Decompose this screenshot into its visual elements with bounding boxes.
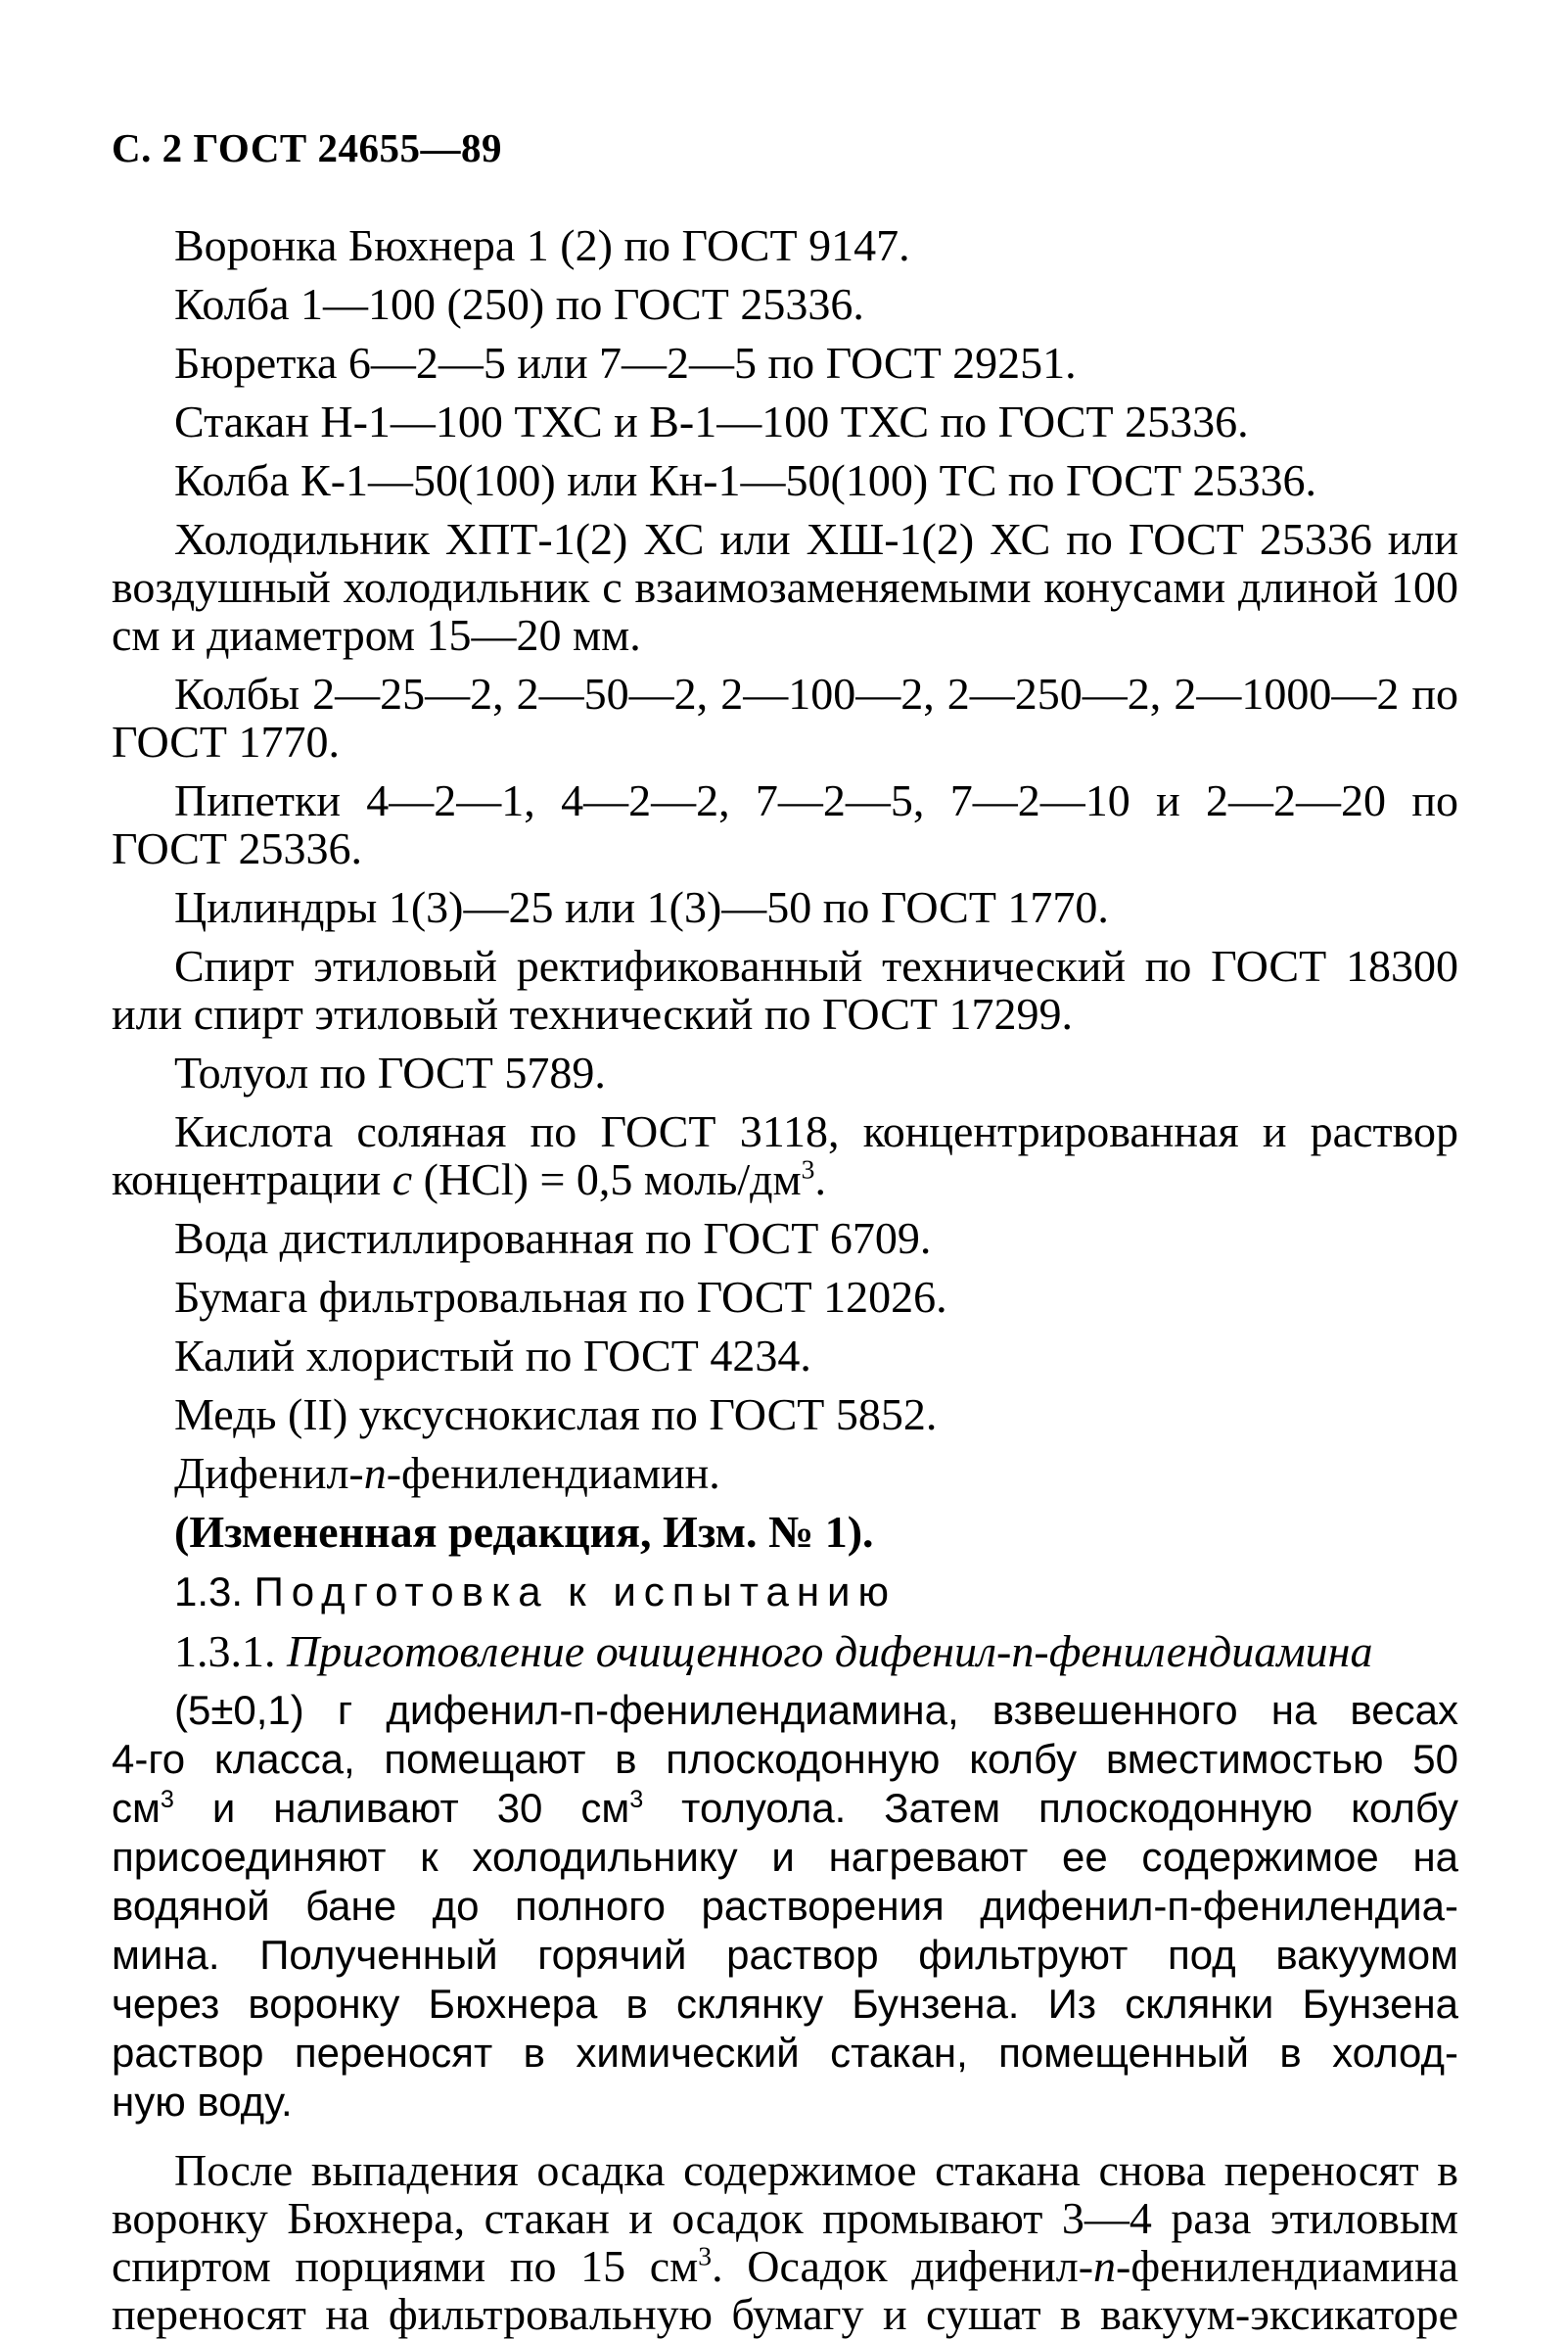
cylinders-line: Цилиндры 1(3)—25 или 1(3)—50 по ГОСТ 1770. (174, 882, 1109, 932)
acid-end: . (814, 1154, 826, 1204)
para2-line: После выпадения осадка содержимое стакана снова переносят в (174, 2145, 1458, 2195)
diphenyl-n: n (363, 1448, 387, 1498)
reagent-line: Медь (II) уксуснокислая по ГОСТ 5852. (174, 1389, 938, 1439)
paragraph-washing (112, 2146, 1458, 2338)
para1-line: ную воду. (112, 2079, 293, 2125)
reagent-line: Бумага фильтровальная по ГОСТ 12026. (174, 1272, 947, 1322)
diphenyl-b: -фенилендиамин. (386, 1448, 720, 1498)
reagent-line: Вода дистиллированная по ГОСТ 6709. (174, 1213, 932, 1263)
condenser-line-1: Холодильник ХПТ-1(2) ХС или ХШ-1(2) ХС по ГОСТ 25336 или (174, 514, 1458, 564)
acid-text: концентрации (112, 1154, 392, 1204)
section-1-3-1-title: Приготовление очищенного дифенил-п-фенилендиамина (287, 1626, 1373, 1676)
equipment-line: Колба 1—100 (250) по ГОСТ 25336. (174, 279, 864, 329)
acid-line-2 (112, 1155, 1458, 1203)
para1-l3-c: толуола. Затем плоскодонную колбу (643, 1785, 1458, 1831)
para1-line: мина. Полученный горячий раствор фильтруют под вакуумом (112, 1932, 1458, 1978)
para2-line: переносят на фильтровальную бумагу и сушат в вакуум-эксикаторе (112, 2289, 1458, 2339)
amended-note: (Измененная редакция, Изм. № 1). (174, 1507, 874, 1557)
para1-line: присоединяют к холодильнику и нагревают ее содержимое на (112, 1834, 1458, 1880)
para1-l3-sup1: 3 (160, 1786, 174, 1813)
para1-l3-a: см (112, 1785, 161, 1831)
condenser-line-3: см и диаметром 15—20 мм. (112, 610, 641, 660)
equipment-line: Воронка Бюхнера 1 (2) по ГОСТ 9147. (174, 220, 910, 270)
para1-line: через воронку Бюхнера в склянку Бунзена. Из склянки Бунзена (112, 1981, 1458, 2027)
para2-l3-n: n (1093, 2241, 1117, 2291)
flasks-line-2: ГОСТ 1770. (112, 717, 341, 767)
pipettes-line-2: ГОСТ 25336. (112, 823, 363, 873)
diphenyl-line (112, 1449, 1458, 1497)
equipment-line: Стакан Н-1—100 ТХС и В-1—100 ТХС по ГОСТ 25336. (174, 397, 1249, 446)
para1-line: 4-го класса, помещают в плоскодонную колбу вместимостью 50 (112, 1736, 1458, 1782)
section-1-3-number: 1.3. (174, 1568, 244, 1614)
flasks-line-1: Колбы 2—25—2, 2—50—2, 2—100—2, 2—250—2, 2—1000—2 по (174, 669, 1458, 719)
para1-line: (5±0,1) г дифенил-п-фенилендиамина, взвешенного на весах (174, 1687, 1458, 1733)
para2-l3-sup: 3 (698, 2240, 713, 2271)
equipment-line: Бюретка 6—2—5 или 7—2—5 по ГОСТ 29251. (174, 338, 1077, 388)
section-1-3-heading (112, 1567, 1458, 1616)
acid-c-symbol: c (392, 1154, 413, 1204)
condenser-line-2: воздушный холодильник с взаимозаменяемыми конусами длиной 100 (112, 562, 1458, 612)
reagent-line: Калий хлористый по ГОСТ 4234. (174, 1331, 811, 1380)
toluene-line: Толуол по ГОСТ 5789. (174, 1048, 606, 1098)
acid-formula: (HCl) = 0,5 моль/дм (412, 1154, 802, 1204)
alcohol-line-2: или спирт этиловый технический по ГОСТ 17299. (112, 989, 1073, 1039)
para2-l3-b: . Осадок дифенил- (712, 2241, 1094, 2291)
para2-l3-a: спиртом порциями по 15 см (112, 2241, 699, 2291)
acid-superscript: 3 (801, 1153, 815, 1185)
para1-l3-sup2: 3 (629, 1786, 644, 1813)
para2-line (112, 2242, 1458, 2290)
paragraph-preparation (112, 1686, 1458, 2127)
equipment-line: Колба К-1—50(100) или Кн-1—50(100) ТС по ГОСТ 25336. (174, 455, 1317, 505)
para2-line: воронку Бюхнера, стакан и осадок промывают 3—4 раза этиловым (112, 2193, 1458, 2243)
para1-l3-b: и наливают 30 см (173, 1785, 630, 1831)
section-1-3-1-number: 1.3.1. (174, 1626, 276, 1676)
para1-line: раствор переносят в химический стакан, помещенный в холод- (112, 2030, 1458, 2076)
para1-line: водяной бане до полного растворения дифенил-п-фенилендиа- (112, 1883, 1458, 1929)
document-page (112, 123, 1458, 2338)
diphenyl-a: Дифенил- (174, 1448, 364, 1498)
para2-l3-c: -фенилендиамина (1116, 2241, 1459, 2291)
page-header: С. 2 ГОСТ 24655—89 (112, 125, 503, 170)
para1-line (112, 1784, 1458, 1833)
pipettes-line-1: Пипетки 4—2—1, 4—2—2, 7—2—5, 7—2—10 и 2—2—20 по (174, 775, 1458, 825)
acid-line-1: Кислота соляная по ГОСТ 3118, концентрированная и раствор (174, 1106, 1458, 1156)
alcohol-line-1: Спирт этиловый ректификованный технический по ГОСТ 18300 (174, 941, 1458, 991)
section-1-3-title: Подготовка к испытанию (254, 1568, 897, 1614)
section-1-3-1-heading (112, 1627, 1458, 1675)
